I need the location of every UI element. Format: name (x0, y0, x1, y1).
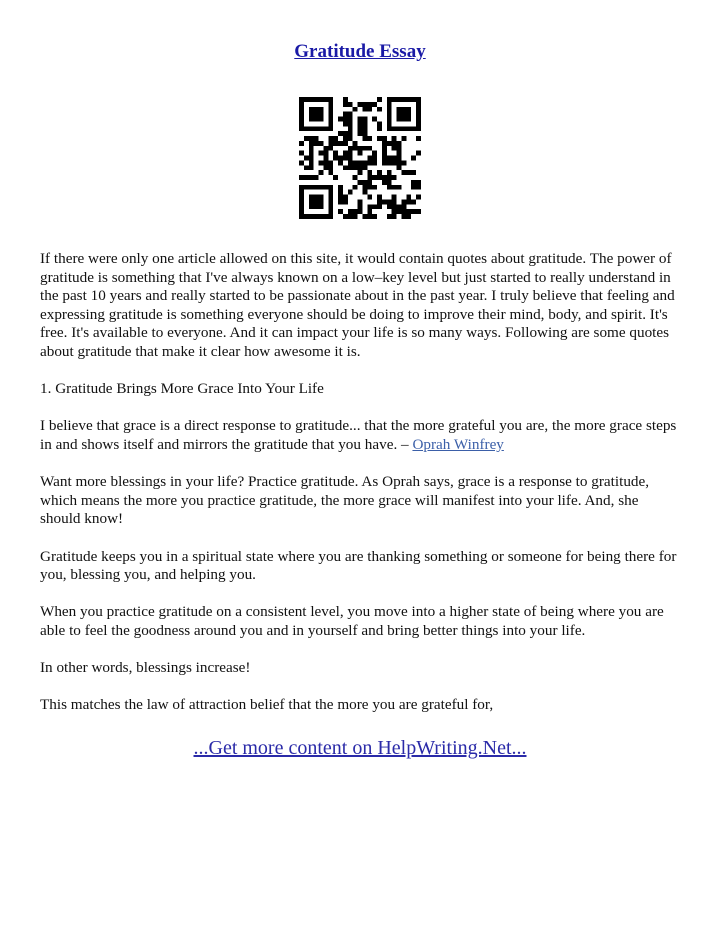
qr-code-icon (299, 97, 421, 219)
more-content-link[interactable]: ...Get more content on HelpWriting.Net... (193, 737, 527, 759)
paragraph-heading: 1. Gratitude Brings More Grace Into Your Life (40, 380, 324, 398)
title-link[interactable]: Gratitude Essay (294, 41, 426, 62)
document-title (0, 40, 720, 64)
paragraph-attraction: This matches the law of attraction belief that the more you are grateful for, (40, 696, 494, 714)
oprah-winfrey-link[interactable]: Oprah Winfrey (412, 435, 504, 453)
paragraph-quote (40, 417, 682, 454)
document-body (40, 250, 682, 733)
paragraph-blessings: Want more blessings in your life? Practice gratitude. As Oprah says, grace is a response to gratitude, which means the more you practice gratitude, the more grace will manifest into your life. And, she should know! (40, 473, 650, 528)
more-content (0, 735, 720, 761)
paragraph-practice: When you practice gratitude on a consistent level, you move into a higher state of being where you are able to feel the goodness around you and in yourself and bring better things into your life. (40, 603, 664, 639)
paragraph-intro: If there were only one article allowed on this site, it would contain quotes about gratitude. The power of gratitude is something that I've always known on a low–key level but just started to really understand in the past 10 years and really started to be passionate about in the past year. I truly believe that feeling and expressing gratitude is something everyone should be doing to improve their mind, body, and spirit. It's free. It's available to everyone. And it can impact your life is so many ways. Following are some quotes about gratitude that make it clear how awesome it is. (40, 250, 675, 360)
paragraph-increase: In other words, blessings increase! (40, 659, 251, 677)
quote-text: I believe that grace is a direct response to gratitude... that the more grateful you are, the more grace steps in and shows itself and mirrors the gratitude that you have. – (40, 417, 677, 453)
paragraph-spiritual: Gratitude keeps you in a spiritual state where you are thanking something or someone for being there for you, blessing you, and helping you. (40, 547, 677, 584)
